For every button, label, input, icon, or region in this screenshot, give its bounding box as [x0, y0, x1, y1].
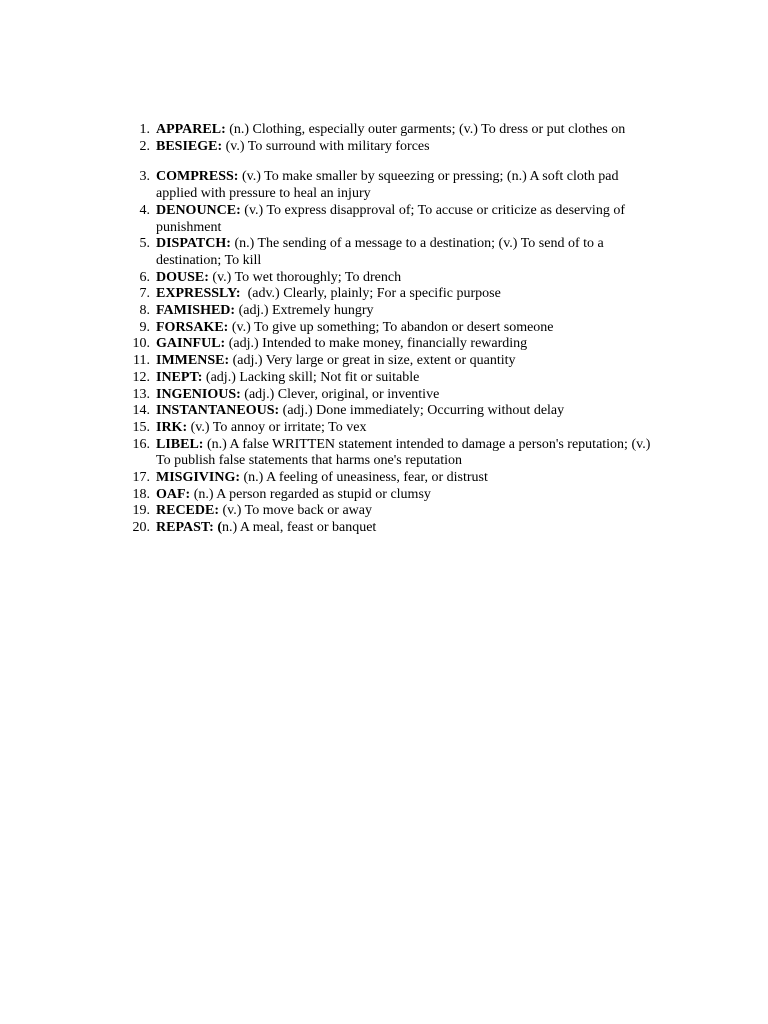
- list-item: [0, 437, 661, 470]
- vocab-term: INSTANTANEOUS:: [156, 403, 280, 419]
- item-number: 19.: [132, 503, 150, 519]
- item-number: 16.: [132, 436, 150, 452]
- list-item: [0, 387, 661, 404]
- item-number: 8.: [139, 303, 150, 319]
- vocab-definition: (n.) A person regarded as stupid or clumsy: [190, 486, 431, 502]
- vocab-term: INGENIOUS:: [156, 386, 241, 402]
- vocab-term: EXPRESSLY:: [156, 286, 241, 302]
- vocab-definition: (n.) A false WRITTEN statement intended to damage a person's reputation; (v.) To publish false statements that harms one's reputation: [156, 436, 651, 469]
- vocabulary-list: [0, 122, 768, 537]
- list-item: [0, 236, 661, 269]
- vocab-definition: (v.) To express disapproval of; To accuse or criticize as deserving of punishment: [156, 202, 625, 235]
- vocab-term: DOUSE:: [156, 269, 209, 285]
- item-number: 1.: [139, 122, 150, 137]
- item-number: 3.: [139, 169, 150, 185]
- vocab-definition: (v.) To annoy or irritate; To vex: [187, 419, 367, 435]
- vocab-term: GAINFUL:: [156, 336, 226, 352]
- item-number: 9.: [139, 319, 150, 335]
- item-number: 20.: [132, 520, 150, 536]
- vocab-definition: (n.) The sending of a message to a destination; (v.) To send of to a destination; To kill: [156, 236, 604, 268]
- list-item: [0, 370, 661, 387]
- list-item: [0, 139, 661, 156]
- item-number: 2.: [139, 138, 150, 154]
- list-item: [0, 336, 661, 353]
- vocab-term: BESIEGE:: [156, 138, 223, 154]
- item-number: 11.: [133, 353, 150, 369]
- list-item: [0, 503, 661, 520]
- item-number: 17.: [132, 470, 150, 486]
- vocab-definition: (n.) Clothing, especially outer garments; (v.) To dress or put clothes on: [225, 122, 626, 137]
- vocab-term: INEPT:: [156, 369, 203, 385]
- vocab-definition: (adj.) Extremely hungry: [235, 303, 374, 319]
- item-number: 14.: [132, 403, 150, 419]
- list-item: [0, 420, 661, 437]
- item-number: 10.: [132, 336, 150, 352]
- vocab-definition: n.) A meal, feast or banquet: [221, 520, 377, 536]
- vocab-term: DISPATCH:: [156, 236, 231, 252]
- vocab-term: COMPRESS:: [156, 169, 239, 185]
- vocab-definition: (v.) To move back or away: [219, 503, 372, 519]
- list-item: [0, 520, 661, 537]
- vocab-definition: (adj.) Intended to make money, financially rewarding: [225, 336, 528, 352]
- item-number: 15.: [132, 419, 150, 435]
- item-number: 5.: [139, 236, 150, 252]
- vocab-definition: (v.) To wet thoroughly; To drench: [208, 269, 402, 285]
- list-item: [0, 203, 661, 236]
- vocab-definition: (adj.) Clever, original, or inventive: [240, 386, 440, 402]
- item-number: 4.: [139, 202, 150, 218]
- list-item: [0, 286, 661, 303]
- vocab-definition: (v.) To surround with military forces: [222, 138, 430, 154]
- vocab-term: IMMENSE:: [156, 353, 230, 369]
- vocab-term: RECEDE:: [156, 503, 220, 519]
- list-item: [0, 470, 661, 487]
- item-number: 6.: [139, 269, 150, 285]
- vocab-term: FAMISHED:: [156, 303, 236, 319]
- vocab-term: FORSAKE:: [156, 319, 229, 335]
- vocab-definition: (adv.) Clearly, plainly; For a specific purpose: [240, 286, 501, 302]
- vocab-term: REPAST: (: [156, 520, 222, 536]
- list-item: [0, 320, 661, 337]
- vocab-term: IRK:: [156, 419, 188, 435]
- list-item: [0, 169, 661, 202]
- item-number: 12.: [132, 369, 150, 385]
- list-item: [0, 487, 661, 504]
- item-number: 7.: [139, 286, 150, 302]
- vocab-term: MISGIVING:: [156, 470, 241, 486]
- list-item: [0, 270, 661, 287]
- vocab-term: APPAREL:: [156, 122, 226, 137]
- item-number: 18.: [132, 486, 150, 502]
- vocab-definition: (adj.) Done immediately; Occurring without delay: [279, 403, 565, 419]
- vocab-definition: (adj.) Very large or great in size, extent or quantity: [229, 353, 516, 369]
- vocab-term: OAF:: [156, 486, 191, 502]
- vocab-definition: (adj.) Lacking skill; Not fit or suitable: [202, 369, 420, 385]
- vocab-definition: (n.) A feeling of uneasiness, fear, or distrust: [240, 470, 488, 486]
- list-item: [0, 303, 661, 320]
- vocab-term: DENOUNCE:: [156, 202, 241, 218]
- list-item: [0, 353, 661, 370]
- list-item: [0, 122, 661, 139]
- item-number: 13.: [132, 386, 150, 402]
- vocab-definition: (v.) To give up something; To abandon or desert someone: [228, 319, 554, 335]
- vocab-term: LIBEL:: [156, 436, 204, 452]
- vocab-definition: (v.) To make smaller by squeezing or pressing; (n.) A soft cloth pad applied with pressure to heal an injury: [156, 169, 619, 202]
- list-item: [0, 403, 661, 420]
